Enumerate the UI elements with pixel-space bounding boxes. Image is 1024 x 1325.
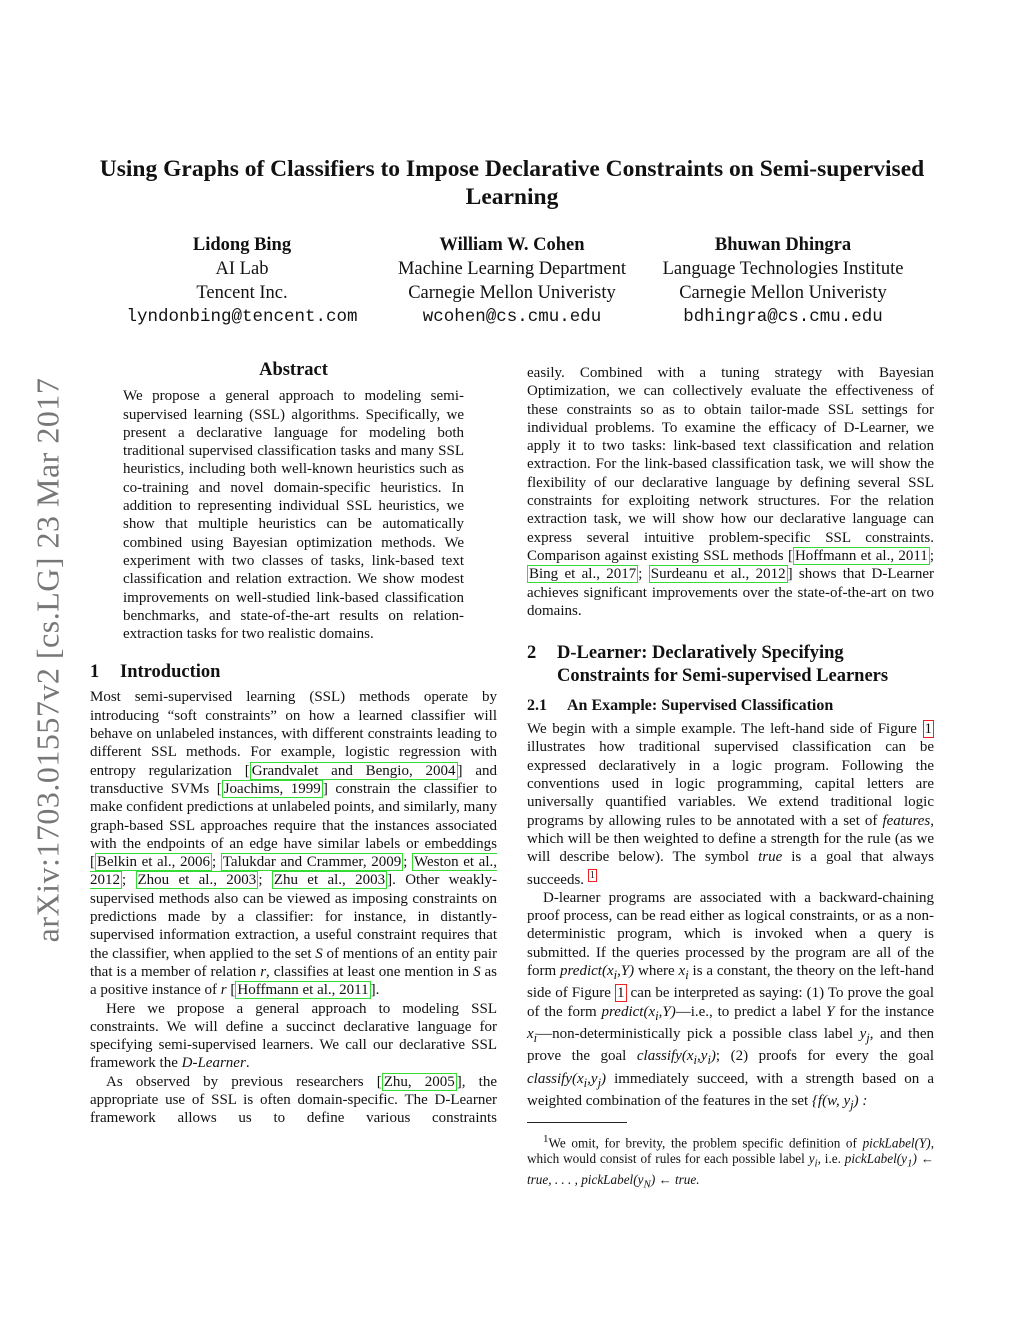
- abstract-text: We propose a general approach to modeling semi-supervised learning (SSL) algorithms. Specifically, we present a declarative language for modeling both traditional supervised classification tasks and many SSL heuristics, including both well-known heuristics such as co-training and novel domain-specific heuristics. In addition to representing individual SSL heuristics, we show that multiple heuristics can be automatically combined using Bayesian optimization methods. We experiment with two classes of tasks, link-based text classification and relation extraction. We show modest improvements on well-studied link-based classification benchmarks, and state-of-the-art results on relation-extraction tasks for two realistic domains.: [123, 388, 464, 643]
- author-name: William W. Cohen: [439, 235, 585, 255]
- author-affiliation: Carnegie Mellon Univeristy: [408, 283, 616, 303]
- section-number: 2: [527, 643, 537, 664]
- author-name: Lidong Bing: [192, 235, 292, 255]
- author-block-3: [638, 233, 928, 329]
- author-block-1: [92, 233, 392, 329]
- citation-link[interactable]: Zhu et al., 2003: [273, 872, 386, 889]
- footnote-link[interactable]: 1: [589, 869, 595, 881]
- abstract-heading: Abstract: [259, 360, 328, 380]
- citation-link[interactable]: Hoffmann et al., 2011: [794, 547, 928, 564]
- subsection-title: An Example: Supervised Classification: [567, 697, 834, 715]
- citation-link[interactable]: Joachims, 1999: [223, 780, 321, 797]
- section-title: Introduction: [120, 662, 221, 683]
- citation-link[interactable]: Zhu, 2005: [383, 1073, 455, 1090]
- arxiv-sidebar: [26, 350, 70, 970]
- citation-link[interactable]: Hoffmann et al., 2011: [237, 982, 369, 999]
- author-email[interactable]: bdhingra@cs.cmu.edu: [683, 307, 883, 327]
- citation-link[interactable]: Talukdar and Crammer, 2009: [222, 854, 402, 871]
- subsection-heading-2-1: [527, 696, 934, 716]
- title-line-2: Learning: [465, 184, 559, 210]
- citation-link[interactable]: Grandvalet and Bengio, 2004: [251, 762, 456, 779]
- right-paragraph-3: D-learner programs are associated with a backward-chaining proof process, can be read either as logical constraints, or as a non-deterministic program, which is invoked when a query is submitted. If the queries processed by the program are all of the form $predict(x_i,Y)$ where $x_i$ is a constant, the theory on the left-hand side of Figure 1 can be interpreted as saying: (1) To prove the goal of the form $predict(x_i,Y)—i.e$., to predict a label Y for the instance $x_i—non$-deterministically pick a possible class label $y_j$, and then prove the goal $classify(x_i,y_i)$; (2) proofs for every the goal $classify(x_i,y_j)$ immediately succeed, with a strength based on a weighted combination of the features in the set {f(w, $y_j$) :: [527, 889, 934, 1112]
- subsection-number: 2.1: [527, 697, 547, 715]
- section-title-line-2: Constraints for Semi-supervised Learners: [557, 666, 889, 687]
- right-column: [527, 364, 934, 1193]
- citation-link[interactable]: Bing et al., 2017: [529, 566, 637, 583]
- citation-link[interactable]: Belkin et al., 2006: [97, 854, 210, 871]
- author-affiliation: Carnegie Mellon Univeristy: [679, 283, 887, 303]
- footnote-mark: 1: [543, 1133, 549, 1146]
- footnote-divider: [527, 1122, 627, 1123]
- figure-link[interactable]: 1: [924, 721, 932, 738]
- author-affiliation: Language Technologies Institute: [662, 259, 904, 279]
- citation-link[interactable]: Surdeanu et al., 2012: [650, 566, 786, 583]
- title-line-1: Using Graphs of Classifiers to Impose Declarative Constraints on Semi-supervised: [99, 156, 925, 182]
- citation-link[interactable]: Zhou et al., 2003: [137, 872, 257, 889]
- author-affiliation: Tencent Inc.: [196, 283, 288, 303]
- paper-title: [80, 155, 944, 211]
- author-email[interactable]: lyndonbing@tencent.com: [126, 307, 358, 327]
- footnote: $^1$We omit, for brevity, the problem specific definition of pickLabel(Y), which would consist of rules for each possible label $y_i$, i.e. $pickLabel(y_1)$ ← true, . . . , $pickLabel(y_N)$ ← true.: [527, 1133, 934, 1191]
- section-title-line-1: D-Learner: Declaratively Specifying: [557, 643, 844, 664]
- section-heading-introduction: [90, 661, 497, 684]
- intro-paragraph-2: Here we propose a general approach to modeling SSL constraints. We will define a succinct declarative language for specifying semi-supervised learners. We call our declarative SSL framework the D-Learner.: [90, 1000, 497, 1072]
- author-affiliation: AI Lab: [215, 259, 269, 279]
- intro-paragraph-1: Most semi-supervised learning (SSL) methods operate by introducing “soft constraints” on how a learned classifier will behave on unlabeled instances, with different constraints leading to different SSL methods. For example, logistic regression with entropy regularization [ Grandvalet and Bengio, 2004 ] and transductive SVMs [ Joachims, 1999 ] constrain the classifier to make confident predictions at unlabeled points, and similarly, many graph-based SSL approaches require that the instances associated with the endpoints of an edge have similar labels or embeddings [ Belkin et al., 2006 ; Talukdar and Crammer, 2009 ; Weston et al., 2012 ; Zhou et al., 2003 ; Zhu et al., 2003 ]. Other weakly-supervised methods also can be viewed as imposing constraints on predictions made by a classifier: for instance, in distantly-supervised information extraction, a useful constraint requires that the classifier, when applied to the set S of mentions of an entity pair that is a member of relation r, classifies at least one mention in S as a positive instance of r [ Hoffmann et al., 2011 ].: [90, 689, 498, 999]
- section-number: 1: [90, 662, 100, 683]
- right-paragraph-1: easily. Combined with a tuning strategy with Bayesian Optimization, we can collectively evaluate the effectiveness of these constraints so as to obtain tailor-made SSL settings for individual problems. To examine the efficacy of D-Learner, we apply it to two tasks: link-based text classification and relation extraction. For the link-based classification task, we will show the flexibility of our declarative language by defining several SSL constraints for exploiting network structures. For the relation extraction task, we will show how our declarative language can express several intuitive problem-specific SSL constraints. Comparison against existing SSL methods [ Hoffmann et al., 2011 ; Bing et al., 2017 ; Surdeanu et al., 2012 ] shows that D-Learner achieves significant improvements over the state-of-the-art on two domains.: [527, 365, 934, 619]
- author-name: Bhuwan Dhingra: [714, 235, 852, 255]
- intro-paragraph-3: As observed by previous researchers [ Zhu, 2005 ], the appropriate use of SSL is often domain-specific. The D-Learner framework allows us to define various constraints: [90, 1073, 498, 1127]
- section-heading-2: [527, 642, 934, 688]
- author-email[interactable]: wcohen@cs.cmu.edu: [422, 307, 602, 327]
- right-paragraph-2: We begin with a simple example. The left-hand side of Figure 1 illustrates how traditional supervised classification can be expressed declaratively in a logic program. Following the conventions used in logic programming, capital letters are universally quantified variables. We extend traditional logic programs by allowing rules to be annotated with a set of features, which will be then weighted to define a strength for the rule (as we will describe below). The symbol true is a goal that always succeeds. $^1$: [527, 721, 934, 888]
- figure-link[interactable]: 1: [617, 985, 625, 1002]
- author-block-2: [372, 233, 652, 329]
- citation-link[interactable]: Weston et al., 2012: [90, 854, 498, 889]
- left-column: [90, 361, 497, 1128]
- author-affiliation: Machine Learning Department: [397, 259, 627, 279]
- arxiv-id: arXiv:1703.01557v2 [cs.LG] 23 Mar 2017: [29, 377, 66, 943]
